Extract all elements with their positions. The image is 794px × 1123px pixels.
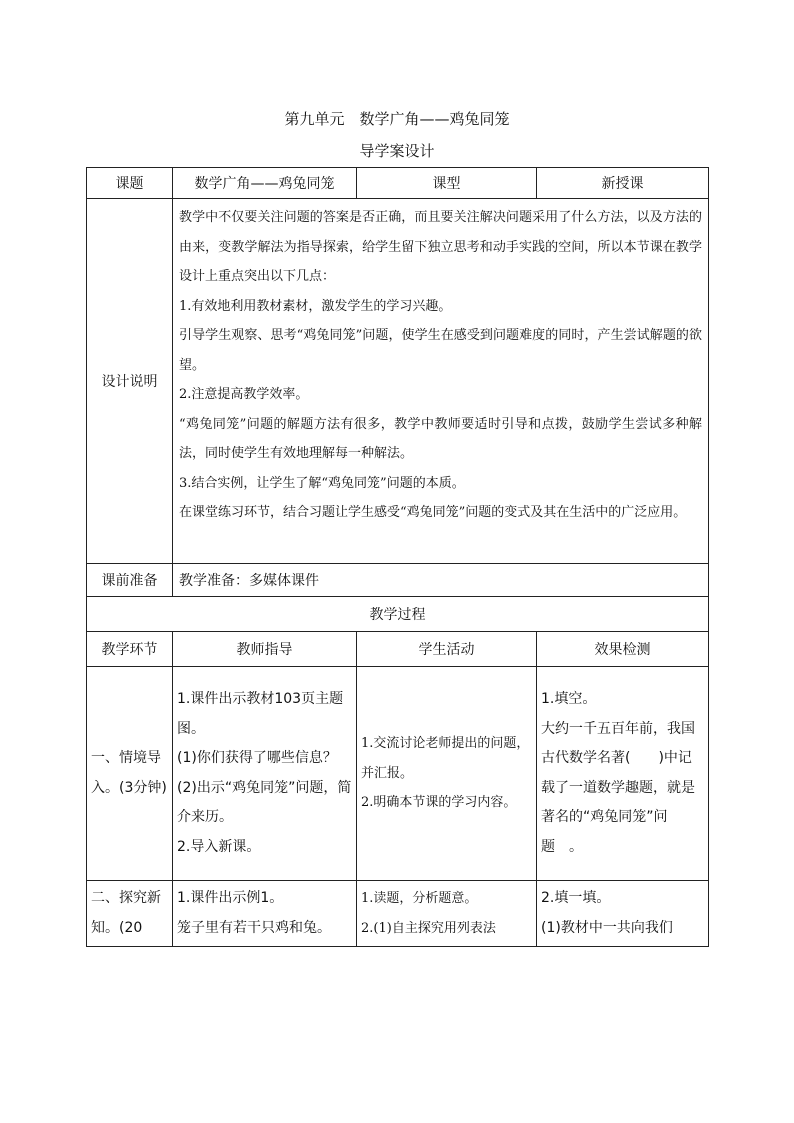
check-line: (1)教材中一共向我们 (541, 919, 673, 936)
column-header: 教学环节 (87, 632, 173, 667)
design-content (173, 199, 709, 564)
student-line: 2.明确本节课的学习内容。 (361, 795, 517, 811)
design-row (87, 199, 709, 564)
check-line: 大约一千五百年前，我国古代数学名著( )中记载了一道数学趣题，就是著名的“鸡兔同笼”问题 。 (541, 720, 695, 855)
teacher-line: (2)出示“鸡兔同笼”问题，简介来历。 (177, 779, 352, 825)
stage-cell (87, 667, 173, 881)
process-column-headers (87, 632, 709, 667)
design-paragraph: 在课堂练习环节，结合习题让学生感受“鸡兔同笼”问题的变式及其在生活中的广泛应用。 (179, 505, 687, 520)
type-label: 课型 (357, 168, 537, 199)
design-label: 设计说明 (87, 199, 173, 564)
stage-text: 二、探究新知。(20 (91, 890, 161, 936)
stage-text: 一、情境导入。(3分钟) (91, 750, 167, 796)
process-heading: 教学过程 (87, 597, 709, 632)
stage-cell (87, 881, 173, 947)
column-header: 学生活动 (357, 632, 537, 667)
teacher-line: 笼子里有若干只鸡和兔。 (177, 919, 331, 936)
document-title: 第九单元 数学广角——鸡兔同笼 (284, 110, 510, 128)
topic-row (87, 168, 709, 199)
prep-label: 课前准备 (87, 564, 173, 597)
student-cell (357, 667, 537, 881)
teacher-line: 1.课件出示例1。 (177, 890, 284, 906)
lesson-plan-table (86, 167, 709, 947)
topic-value: 数学广角——鸡兔同笼 (173, 168, 357, 199)
teacher-line: (1)你们获得了哪些信息？ (177, 750, 337, 766)
table-row (87, 881, 709, 947)
teacher-cell (173, 667, 357, 881)
design-paragraph: 2.注意提高教学效率。 (179, 387, 309, 402)
design-paragraph: “鸡兔同笼”问题的解题方法有很多，教学中教师要适时引导和点拨，鼓励学生尝试多种解法，同时使学生有效地理解每一种解法。 (179, 416, 702, 461)
topic-label: 课题 (87, 168, 173, 199)
check-cell (537, 667, 709, 881)
document-subtitle: 导学案设计 (359, 142, 435, 160)
design-paragraph: 引导学生观察、思考“鸡兔同笼”问题，使学生在感受到问题难度的同时，产生尝试解题的欲望。 (179, 328, 702, 373)
check-line: 1.填空。 (541, 691, 597, 707)
table-row (87, 667, 709, 881)
type-value: 新授课 (537, 168, 709, 199)
design-paragraph: 教学中不仅要关注问题的答案是否正确，而且要关注解决问题采用了什么方法，以及方法的由来，变教学解法为指导探索，给学生留下独立思考和动手实践的空间，所以本节课在教学设计上重点突出以下几点： (179, 210, 702, 284)
column-header: 教师指导 (173, 632, 357, 667)
teacher-line: 1.课件出示教材103页主题图。 (177, 691, 344, 737)
column-header: 效果检测 (537, 632, 709, 667)
check-line: 2.填一填。 (541, 890, 611, 906)
process-heading-row (87, 597, 709, 632)
prep-row (87, 564, 709, 597)
design-paragraph: 3.结合实例，让学生了解“鸡兔同笼”问题的本质。 (179, 475, 465, 491)
design-paragraph: 1.有效地利用教材素材，激发学生的学习兴趣。 (179, 298, 452, 314)
teacher-line: 2.导入新课。 (177, 838, 261, 855)
student-line: 1.读题，分析题意。 (361, 891, 478, 906)
student-line: 2.(1)自主探究用列表法 (361, 920, 496, 936)
student-cell (357, 881, 537, 947)
teacher-cell (173, 881, 357, 947)
check-cell (537, 881, 709, 947)
student-line: 1.交流讨论老师提出的问题，并汇报。 (361, 736, 530, 781)
prep-value: 教学准备：多媒体课件 (173, 564, 709, 597)
